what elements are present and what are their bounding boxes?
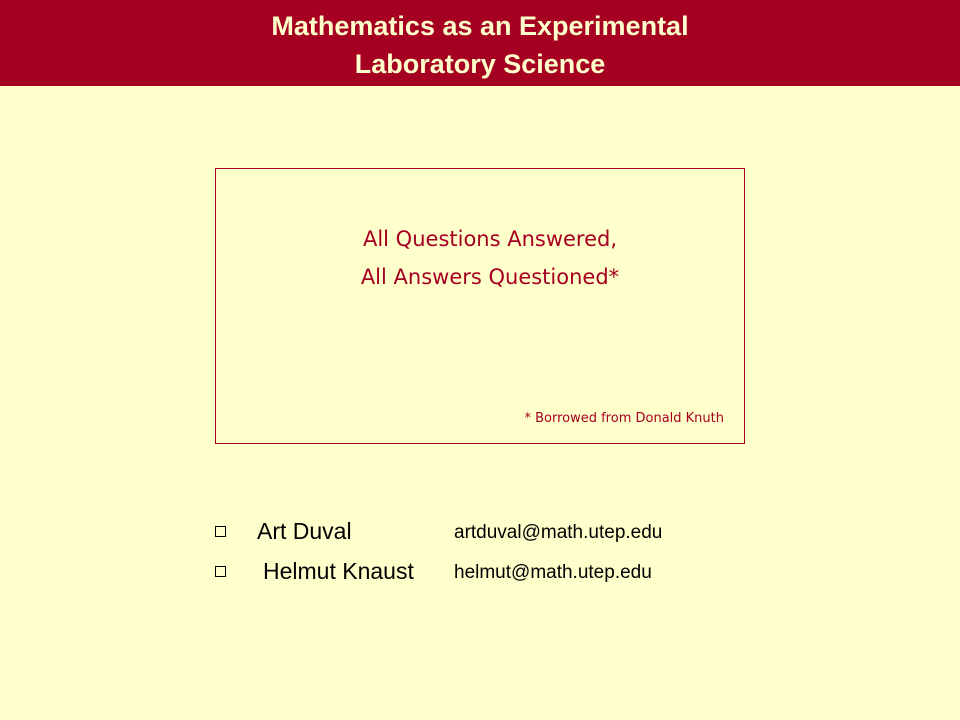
contact-name: Helmut Knaust (263, 558, 414, 584)
contact-email: helmut@math.utep.edu (454, 562, 652, 583)
contact-name: Art Duval (257, 518, 352, 544)
quote-line-1: All Questions Answered, (362, 227, 618, 251)
slide-title-line-2: Laboratory Science (354, 49, 606, 79)
contact-email: artduval@math.utep.edu (454, 522, 663, 543)
square-bullet-icon (215, 566, 226, 577)
contact-item (215, 516, 775, 548)
title-bar (0, 0, 960, 86)
square-bullet-icon (215, 526, 226, 537)
quote-box (215, 168, 745, 444)
contact-item (215, 556, 775, 588)
quote-line-2: All Answers Questioned* (360, 265, 620, 289)
quote-footnote: * Borrowed from Donald Knuth (524, 411, 724, 426)
slide-title-line-1: Mathematics as an Experimental (271, 11, 689, 41)
